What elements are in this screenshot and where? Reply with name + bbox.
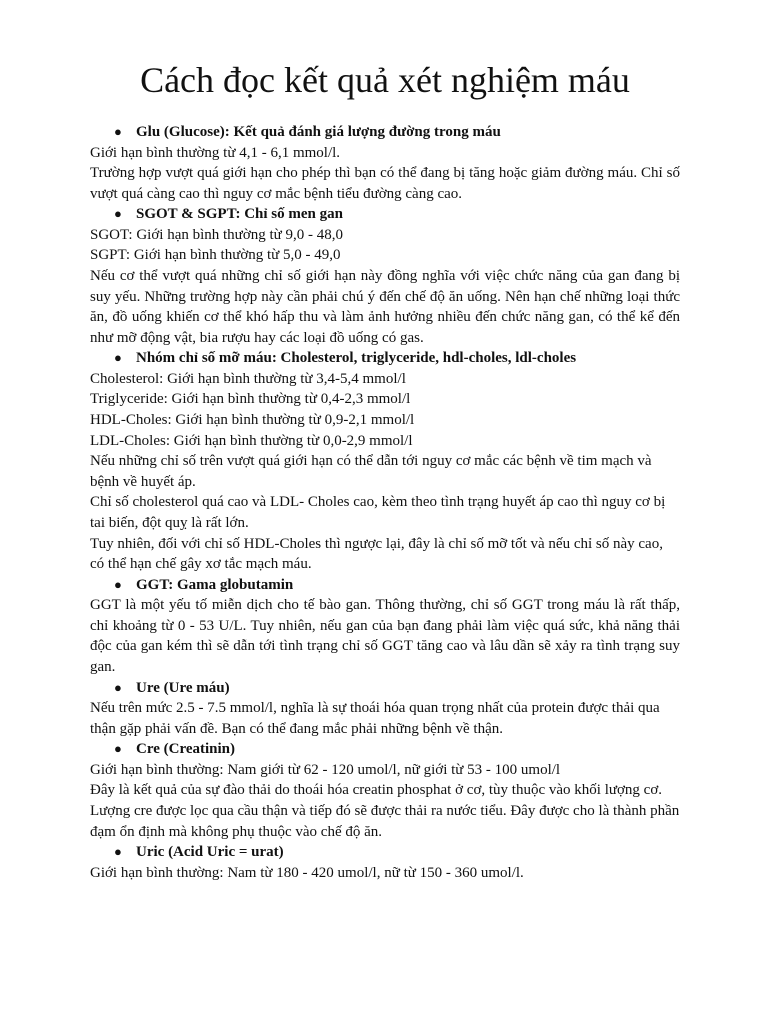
bullet-icon: ● — [114, 576, 122, 592]
paragraph: Cholesterol: Giới hạn bình thường từ 3,4-5,4 mmol/l — [90, 370, 406, 387]
section-heading-text: Uric (Acid Uric = urat) — [136, 844, 284, 861]
section-heading-ure — [90, 678, 680, 699]
paragraph: Triglyceride: Giới hạn bình thường từ 0,4-2,3 mmol/l — [90, 391, 411, 408]
paragraph: Tuy nhiên, đối với chỉ số HDL-Choles thì ngược lại, đây là chỉ số mỡ tốt và nếu chỉ số này cao, có thể hạn chế gây xơ tắc mạch máu. — [90, 535, 663, 573]
paragraph: Đây là kết quả của sự đào thải do thoái hóa creatin phosphat ở cơ, tùy thuộc vào khối lượng cơ. Lượng cre được lọc qua cầu thận và tiếp đó sẽ được thải ra nước tiểu. Đây được cho là thành phần đạm ổn định mà không phụ thuộc vào chế độ ăn. — [90, 782, 680, 840]
bullet-icon: ● — [114, 206, 122, 222]
section-heading-text: GGT: Gama globutamin — [136, 576, 294, 593]
paragraph: HDL-Choles: Giới hạn bình thường từ 0,9-2,1 mmol/l — [90, 412, 415, 429]
section-heading-uric — [90, 842, 680, 863]
paragraph: Trường hợp vượt quá giới hạn cho phép thì bạn có thể đang bị tăng hoặc giảm đường máu. Chỉ số vượt quá càng cao thì nguy cơ mắc bệnh tiểu đường càng cao. — [90, 165, 680, 202]
paragraph: Nếu cơ thể vượt quá những chỉ số giới hạn này đồng nghĩa với việc chức năng của gan đang bị suy yếu. Những trường hợp này cần phải chú ý đến chế độ ăn uống. Nên hạn chế những loại thức ăn, đồ uống khiến cơ thể khó hấp thu và làm ảnh hưởng nhiều đến chức năng gan, có thể kể đến như mỡ động vật, bia rượu hay các loại đồ uống có gas. — [90, 267, 680, 346]
bullet-icon: ● — [114, 350, 122, 366]
paragraph: LDL-Choles: Giới hạn bình thường từ 0,0-2,9 mmol/l — [90, 432, 413, 449]
section-heading-glu — [90, 122, 680, 143]
paragraph: SGOT: Giới hạn bình thường từ 9,0 - 48,0 — [90, 226, 344, 243]
paragraph: Nếu những chỉ số trên vượt quá giới hạn có thể dẫn tới nguy cơ mắc các bệnh về tim mạch và bệnh về huyết áp. — [90, 453, 652, 490]
section-heading-text: Ure (Ure máu) — [136, 679, 230, 696]
section-heading-text: Glu (Glucose): Kết quả đánh giá lượng đường trong máu — [136, 124, 501, 140]
section-heading-ggt — [90, 575, 680, 596]
section-heading-text: Cre (Creatinin) — [136, 741, 236, 758]
paragraph: GGT là một yếu tố miễn dịch cho tế bào gan. Thông thường, chỉ số GGT trong máu là rất thấp, chỉ khoảng từ 0 - 53 U/L. Tuy nhiên, nếu gan của bạn đang phải làm việc quá sức, khả năng thải độc của gan kém thì sẽ dẫn tới tình trạng chỉ số GGT tăng cao và lâu dần sẽ xảy ra tình trạng suy gan. — [90, 597, 680, 676]
paragraph: Giới hạn bình thường: Nam giới từ 62 - 120 umol/l, nữ giới từ 53 - 100 umol/l — [90, 761, 561, 778]
section-heading-lipid — [90, 348, 680, 369]
paragraph: Chỉ số cholesterol quá cao và LDL- Choles cao, kèm theo tình trạng huyết áp cao thì nguy cơ bị tai biến, đột quỵ là rất lớn. — [90, 494, 666, 531]
page-title: Cách đọc kết quả xét nghiệm máu — [140, 60, 630, 100]
section-heading-text: SGOT & SGPT: Chỉ số men gan — [136, 206, 343, 223]
section-heading-text: Nhóm chỉ số mỡ máu: Cholesterol, triglyceride, hdl-choles, ldl-choles — [136, 350, 577, 367]
bullet-icon: ● — [114, 844, 122, 860]
paragraph: Giới hạn bình thường: Nam từ 180 - 420 umol/l, nữ từ 150 - 360 umol/l. — [90, 864, 524, 881]
paragraph: Nếu trên mức 2.5 - 7.5 mmol/l, nghĩa là sự thoái hóa quan trọng nhất của protein được thải qua thận gặp phải vấn đề. Bạn có thể đang mắc phải những bệnh về thận. — [90, 700, 660, 737]
bullet-icon: ● — [114, 741, 122, 757]
section-heading-cre — [90, 739, 680, 760]
section-heading-sgot — [90, 204, 680, 225]
bullet-icon: ● — [114, 679, 122, 695]
paragraph: SGPT: Giới hạn bình thường từ 5,0 - 49,0 — [90, 247, 341, 264]
paragraph: Giới hạn bình thường từ 4,1 - 6,1 mmol/l. — [90, 144, 341, 161]
bullet-icon: ● — [114, 124, 122, 139]
